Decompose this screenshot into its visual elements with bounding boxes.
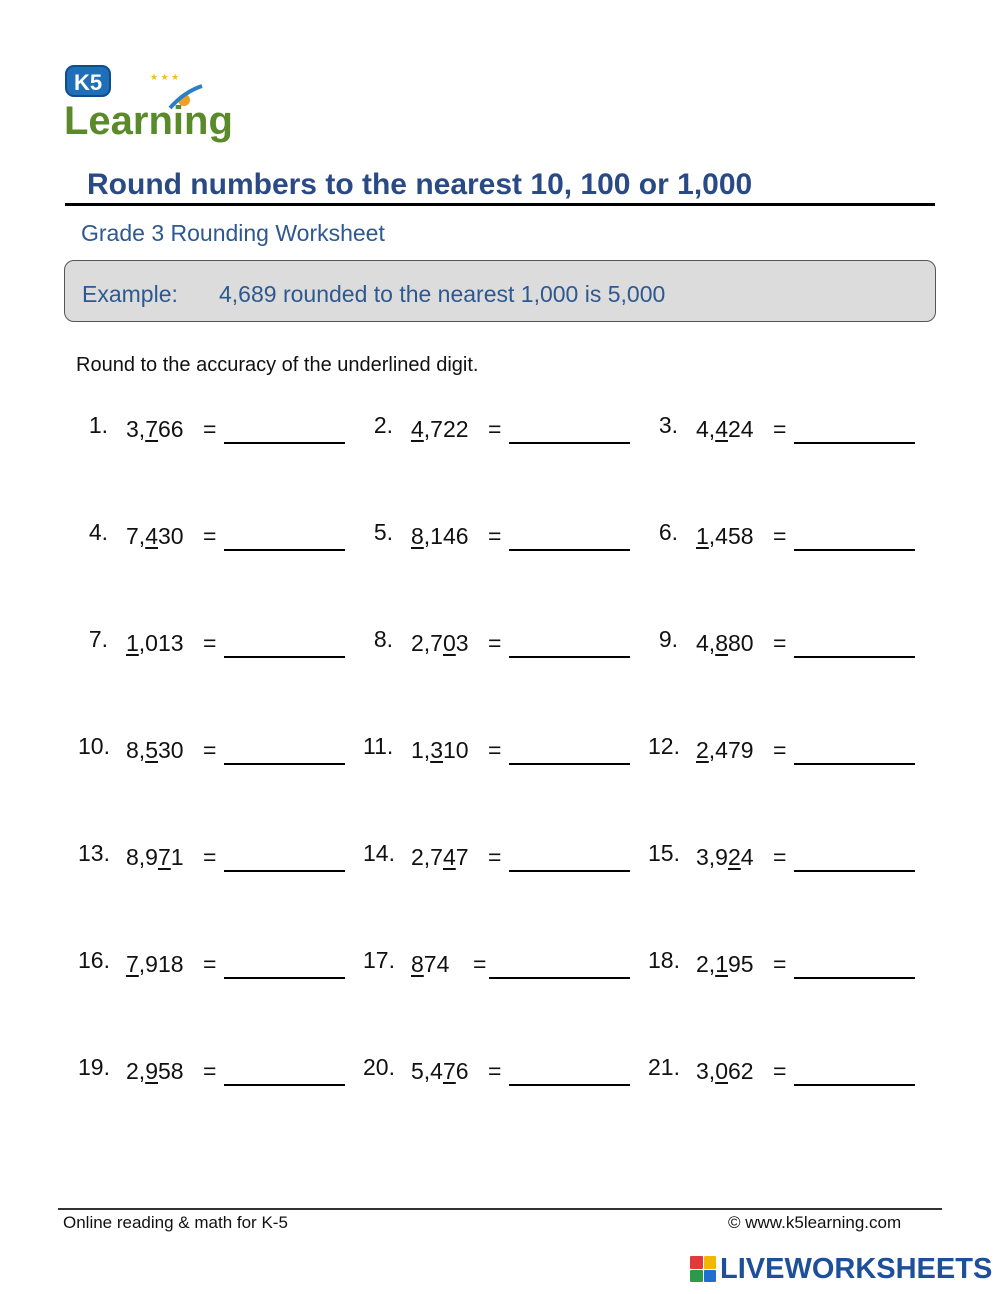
answer-blank[interactable] xyxy=(489,977,630,979)
problem-number-value xyxy=(696,844,754,871)
problem-number-value xyxy=(696,951,754,978)
problem-number-value xyxy=(126,951,184,978)
underlined-digit: 2 xyxy=(696,737,709,763)
equals-sign: = xyxy=(488,737,502,763)
digits-before: 3, xyxy=(126,416,146,442)
underlined-digit: 0 xyxy=(715,1058,728,1084)
problem-number: 12. xyxy=(648,733,680,759)
digits-after: ,918 xyxy=(138,951,184,977)
underlined-digit: 9 xyxy=(145,1058,158,1084)
problem-item xyxy=(363,840,633,880)
digits-after: 7 xyxy=(455,844,469,870)
problem-number-value xyxy=(126,737,184,764)
problem-item xyxy=(78,519,348,559)
problem-item xyxy=(78,1054,348,1094)
equals-sign: = xyxy=(773,416,787,442)
digits-after: ,146 xyxy=(423,523,469,549)
equals-sign: = xyxy=(773,737,787,763)
underlined-digit: 4 xyxy=(442,844,456,870)
digits-after: 1 xyxy=(170,844,184,870)
equals-sign: = xyxy=(488,844,502,870)
logo-badge-text: K5 xyxy=(74,70,103,95)
underlined-digit: 2 xyxy=(727,844,741,870)
digits-before: 7, xyxy=(126,523,146,549)
problem-item xyxy=(78,947,348,987)
problem-number-value xyxy=(411,1058,469,1085)
digits-before: 2, xyxy=(696,951,716,977)
example-label: Example: xyxy=(82,281,178,307)
problem-item xyxy=(648,733,918,773)
equals-sign: = xyxy=(203,416,217,442)
problem-number: 17. xyxy=(363,947,395,973)
problem-number-value xyxy=(411,951,449,978)
digits-before: 4, xyxy=(696,416,716,442)
problem-number: 15. xyxy=(648,840,680,866)
problem-number-value xyxy=(696,630,754,657)
answer-blank[interactable] xyxy=(794,763,915,765)
equals-sign: = xyxy=(488,1058,502,1084)
svg-text:★ ★ ★: ★ ★ ★ xyxy=(150,72,180,82)
digits-before: 8,9 xyxy=(126,844,158,870)
answer-blank[interactable] xyxy=(794,977,915,979)
problem-item xyxy=(363,626,633,666)
digits-before: 1, xyxy=(411,737,431,763)
problem-number-value xyxy=(126,1058,184,1085)
answer-blank[interactable] xyxy=(509,763,630,765)
title-divider xyxy=(65,203,935,206)
digits-after: ,722 xyxy=(423,416,469,442)
underlined-digit: 1 xyxy=(126,630,139,656)
footer-divider xyxy=(58,1208,942,1210)
equals-sign: = xyxy=(203,844,217,870)
problem-number: 10. xyxy=(78,733,110,759)
answer-blank[interactable] xyxy=(509,1084,630,1086)
problem-item xyxy=(363,947,633,987)
problem-item xyxy=(648,840,918,880)
digits-before: 3, xyxy=(696,1058,716,1084)
answer-blank[interactable] xyxy=(509,656,630,658)
digits-before: 2,7 xyxy=(411,630,443,656)
instruction-text: Round to the accuracy of the underlined digit. xyxy=(76,354,479,376)
equals-sign: = xyxy=(488,416,502,442)
digits-after: 62 xyxy=(727,1058,754,1084)
digits-after: 30 xyxy=(157,523,184,549)
footer-tagline: Online reading & math for K-5 xyxy=(63,1213,288,1232)
problem-number: 18. xyxy=(648,947,680,973)
digits-before: 2, xyxy=(126,1058,146,1084)
problem-number-value xyxy=(411,844,469,871)
problem-item xyxy=(648,626,918,666)
digits-after: 58 xyxy=(157,1058,184,1084)
digits-before: 3,9 xyxy=(696,844,728,870)
problem-item xyxy=(78,840,348,880)
problem-number: 6. xyxy=(658,519,678,545)
digits-after: 10 xyxy=(442,737,469,763)
equals-sign: = xyxy=(488,523,502,549)
problem-number: 4. xyxy=(88,519,108,545)
underlined-digit: 8 xyxy=(411,523,424,549)
problem-item xyxy=(648,412,918,452)
digits-after: 66 xyxy=(157,416,184,442)
liveworksheets-brand[interactable] xyxy=(690,1254,992,1284)
answer-blank[interactable] xyxy=(794,870,915,872)
problem-number: 14. xyxy=(363,840,395,866)
digits-after: ,013 xyxy=(138,630,184,656)
answer-blank[interactable] xyxy=(224,442,345,444)
answer-blank[interactable] xyxy=(509,549,630,551)
problem-number-value xyxy=(126,630,184,657)
equals-sign: = xyxy=(773,630,787,656)
underlined-digit: 3 xyxy=(430,737,443,763)
problem-item xyxy=(363,1054,633,1094)
problem-number: 7. xyxy=(88,626,108,652)
k5-learning-logo xyxy=(62,62,247,144)
answer-blank[interactable] xyxy=(224,870,345,872)
answer-blank[interactable] xyxy=(224,549,345,551)
answer-blank[interactable] xyxy=(224,763,345,765)
digits-after: 30 xyxy=(157,737,184,763)
digits-after: ,479 xyxy=(708,737,754,763)
problem-number: 9. xyxy=(658,626,678,652)
problem-number-value xyxy=(126,416,184,443)
logo-word-text: Learning xyxy=(64,99,233,143)
problem-number-value xyxy=(696,737,754,764)
problem-number: 8. xyxy=(373,626,393,652)
problem-number-value xyxy=(126,523,184,550)
underlined-digit: 4 xyxy=(715,416,728,442)
problem-item xyxy=(78,733,348,773)
underlined-digit: 7 xyxy=(157,844,171,870)
underlined-digit: 7 xyxy=(126,951,139,977)
digits-after: 74 xyxy=(423,951,450,977)
example-text: 4,689 rounded to the nearest 1,000 is 5,000 xyxy=(219,281,666,307)
digits-after: 3 xyxy=(455,630,469,656)
problem-number: 13. xyxy=(78,840,110,866)
problem-number: 11. xyxy=(363,733,394,759)
underlined-digit: 1 xyxy=(696,523,709,549)
liveworksheets-text: LIVEWORKSHEETS xyxy=(720,1252,993,1285)
digits-after: 6 xyxy=(455,1058,469,1084)
problem-number-value xyxy=(696,416,754,443)
underlined-digit: 8 xyxy=(411,951,424,977)
answer-blank[interactable] xyxy=(794,549,915,551)
digits-before: 5,4 xyxy=(411,1058,443,1084)
problem-item xyxy=(363,733,633,773)
problem-number-value xyxy=(411,523,469,550)
equals-sign: = xyxy=(773,523,787,549)
problem-number: 16. xyxy=(78,947,110,973)
problem-number-value xyxy=(126,844,184,871)
underlined-digit: 7 xyxy=(145,416,158,442)
liveworksheets-icon xyxy=(690,1256,716,1282)
digits-after: 80 xyxy=(727,630,754,656)
underlined-digit: 4 xyxy=(411,416,424,442)
page-subtitle: Grade 3 Rounding Worksheet xyxy=(81,220,385,246)
answer-blank[interactable] xyxy=(794,442,915,444)
problem-item xyxy=(363,412,633,452)
digits-after: 4 xyxy=(740,844,754,870)
underlined-digit: 4 xyxy=(145,523,158,549)
digits-after: ,458 xyxy=(708,523,754,549)
problem-number: 21. xyxy=(648,1054,680,1080)
problem-number-value xyxy=(696,1058,754,1085)
digits-after: 95 xyxy=(727,951,754,977)
page-title: Round numbers to the nearest 10, 100 or 1,000 xyxy=(87,168,753,201)
equals-sign: = xyxy=(203,630,217,656)
equals-sign: = xyxy=(773,951,787,977)
equals-sign: = xyxy=(488,630,502,656)
problem-number: 20. xyxy=(363,1054,395,1080)
problem-number-value xyxy=(411,630,469,657)
equals-sign: = xyxy=(203,951,217,977)
problem-number: 5. xyxy=(373,519,393,545)
problem-item xyxy=(363,519,633,559)
answer-blank[interactable] xyxy=(224,1084,345,1086)
answer-blank[interactable] xyxy=(794,1084,915,1086)
equals-sign: = xyxy=(473,951,487,977)
equals-sign: = xyxy=(203,1058,217,1084)
answer-blank[interactable] xyxy=(509,442,630,444)
underlined-digit: 7 xyxy=(442,1058,456,1084)
equals-sign: = xyxy=(773,1058,787,1084)
problem-item xyxy=(78,626,348,666)
problem-number: 1. xyxy=(88,412,108,438)
answer-blank[interactable] xyxy=(224,977,345,979)
digits-before: 4, xyxy=(696,630,716,656)
problem-number: 2. xyxy=(373,412,393,438)
problem-item xyxy=(648,947,918,987)
problem-item xyxy=(78,412,348,452)
problem-number: 19. xyxy=(78,1054,110,1080)
problem-number-value xyxy=(411,737,469,764)
digits-before: 8, xyxy=(126,737,146,763)
footer-website[interactable]: © www.k5learning.com xyxy=(728,1213,902,1232)
digits-after: 24 xyxy=(727,416,754,442)
answer-blank[interactable] xyxy=(224,656,345,658)
equals-sign: = xyxy=(773,844,787,870)
problem-number-value xyxy=(411,416,469,443)
equals-sign: = xyxy=(203,523,217,549)
underlined-digit: 5 xyxy=(145,737,158,763)
answer-blank[interactable] xyxy=(509,870,630,872)
underlined-digit: 8 xyxy=(715,630,728,656)
underlined-digit: 1 xyxy=(715,951,728,977)
problem-number: 3. xyxy=(658,412,678,438)
problem-item xyxy=(648,1054,918,1094)
problem-item xyxy=(648,519,918,559)
digits-before: 2,7 xyxy=(411,844,443,870)
underlined-digit: 0 xyxy=(442,630,456,656)
answer-blank[interactable] xyxy=(794,656,915,658)
problem-number-value xyxy=(696,523,754,550)
equals-sign: = xyxy=(203,737,217,763)
